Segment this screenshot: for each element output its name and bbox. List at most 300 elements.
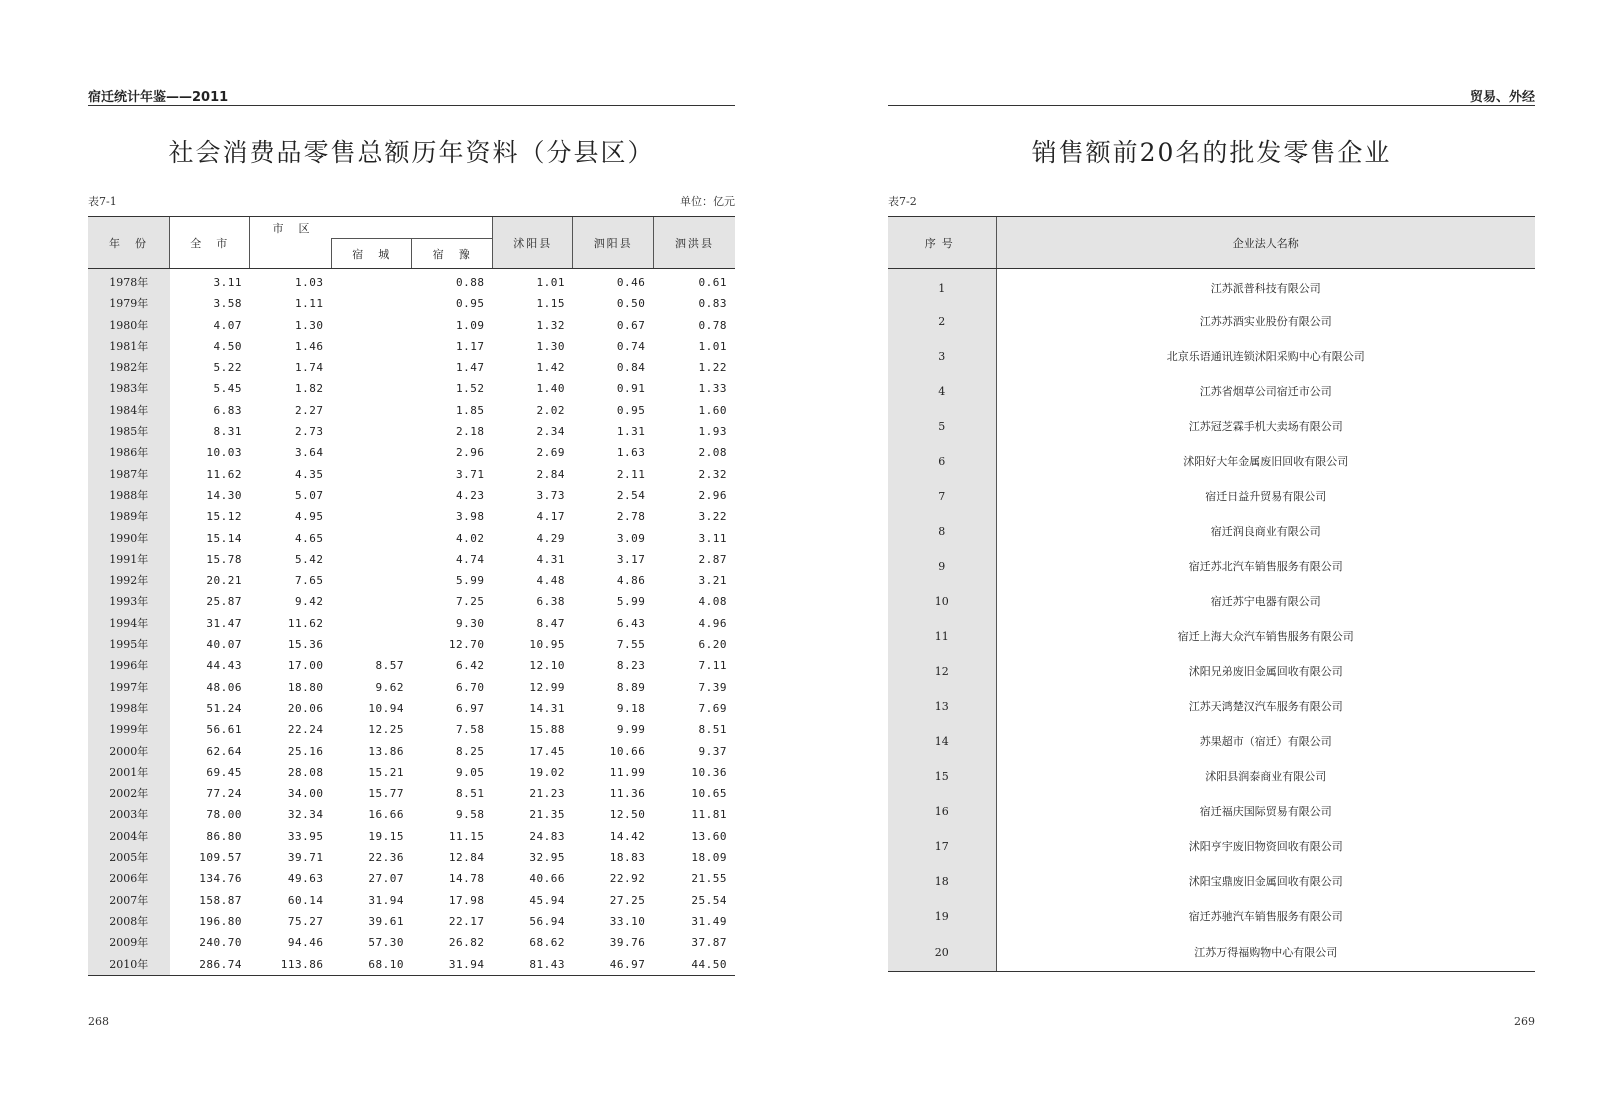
running-head-left: 宿迁统计年鉴——2011 xyxy=(88,86,735,106)
enterprise-name-cell: 北京乐语通讯连锁沭阳采购中心有限公司 xyxy=(996,339,1535,374)
sucheng-cell xyxy=(332,293,412,314)
urban-cell: 5.07 xyxy=(295,488,324,502)
table-meta-left xyxy=(88,193,735,209)
table-row xyxy=(888,444,1535,479)
siyang-cell: 0.67 xyxy=(616,318,646,332)
urban-cell: 75.27 xyxy=(287,914,324,928)
sihong-cell: 6.20 xyxy=(698,638,727,652)
total-cell: 31.47 xyxy=(206,616,242,630)
suyu-cell: 7.58 xyxy=(455,723,485,737)
suyu-cell: 1.09 xyxy=(455,318,485,332)
header-sucheng: 宿 城 xyxy=(332,239,412,269)
table-row xyxy=(88,762,735,783)
enterprise-name-cell: 江苏天鸿楚汉汽车服务有限公司 xyxy=(996,689,1535,724)
sihong-cell: 25.54 xyxy=(691,893,727,907)
seq-cell: 1 xyxy=(888,269,996,304)
urban-cell: 2.73 xyxy=(295,425,324,439)
shuyang-cell: 1.01 xyxy=(536,276,565,289)
year-cell: 1979年 xyxy=(88,293,170,314)
sucheng-cell xyxy=(332,336,412,357)
siyang-cell: 0.50 xyxy=(616,297,646,311)
suyu-cell: 1.47 xyxy=(455,361,485,375)
header-year: 年 份 xyxy=(88,217,170,269)
sucheng-cell: 31.94 xyxy=(368,893,404,907)
siyang-cell: 2.54 xyxy=(616,488,646,502)
seq-cell: 20 xyxy=(888,934,996,972)
siyang-cell: 7.55 xyxy=(616,638,646,652)
siyang-cell: 22.92 xyxy=(609,872,646,886)
sihong-cell: 21.55 xyxy=(691,872,727,886)
sihong-cell: 7.39 xyxy=(698,680,727,694)
table-row xyxy=(88,868,735,889)
table-row xyxy=(88,613,735,634)
total-cell: 86.80 xyxy=(206,829,242,843)
shuyang-cell: 21.23 xyxy=(529,787,565,801)
year-cell: 1992年 xyxy=(88,570,170,591)
table-row xyxy=(88,634,735,655)
enterprise-name-cell: 苏果超市（宿迁）有限公司 xyxy=(996,724,1535,759)
table-row xyxy=(88,954,735,976)
sihong-cell: 1.33 xyxy=(698,382,727,396)
urban-cell: 5.42 xyxy=(295,552,324,566)
suyu-cell: 1.17 xyxy=(455,339,485,353)
urban-cell: 28.08 xyxy=(287,765,324,779)
shuyang-cell: 14.31 xyxy=(529,701,565,715)
urban-cell: 4.95 xyxy=(295,510,324,524)
urban-cell: 1.46 xyxy=(295,339,324,353)
total-cell: 62.64 xyxy=(206,744,242,758)
sihong-cell: 13.60 xyxy=(691,829,727,843)
total-cell: 44.43 xyxy=(206,659,242,673)
table-row xyxy=(888,759,1535,794)
siyang-cell: 11.99 xyxy=(609,765,646,779)
sucheng-cell xyxy=(332,269,412,294)
total-cell: 3.11 xyxy=(213,276,242,289)
total-cell: 78.00 xyxy=(206,808,242,822)
running-head-right: 贸易、外经 xyxy=(888,86,1535,106)
unit-label: 单位：亿元 xyxy=(680,195,735,208)
total-cell: 15.78 xyxy=(206,552,242,566)
urban-cell: 3.64 xyxy=(295,446,324,460)
year-cell: 2005年 xyxy=(88,847,170,868)
total-cell: 10.03 xyxy=(206,446,242,460)
total-cell: 14.30 xyxy=(206,488,242,502)
table-row xyxy=(888,794,1535,829)
sucheng-cell xyxy=(332,570,412,591)
urban-cell: 17.00 xyxy=(287,659,324,673)
retail-sales-table-body xyxy=(88,269,735,976)
seq-cell: 13 xyxy=(888,689,996,724)
sucheng-cell: 15.21 xyxy=(368,765,404,779)
sihong-cell: 7.69 xyxy=(698,701,727,715)
shuyang-cell: 24.83 xyxy=(529,829,565,843)
suyu-cell: 1.85 xyxy=(455,403,485,417)
year-cell: 1982年 xyxy=(88,357,170,378)
seq-cell: 11 xyxy=(888,619,996,654)
suyu-cell: 9.30 xyxy=(455,616,485,630)
shuyang-cell: 21.35 xyxy=(529,808,565,822)
seq-cell: 8 xyxy=(888,514,996,549)
sihong-cell: 3.21 xyxy=(698,574,727,588)
year-cell: 2001年 xyxy=(88,762,170,783)
siyang-cell: 39.76 xyxy=(609,936,646,950)
sucheng-cell: 57.30 xyxy=(368,936,404,950)
table-row xyxy=(88,826,735,847)
enterprise-name-cell: 沭阳亨宇废旧物资回收有限公司 xyxy=(996,829,1535,864)
year-cell: 1988年 xyxy=(88,485,170,506)
header-urban: 市 区 xyxy=(250,217,493,239)
seq-cell: 17 xyxy=(888,829,996,864)
siyang-cell: 14.42 xyxy=(609,829,646,843)
shuyang-cell: 4.48 xyxy=(536,574,565,588)
shuyang-cell: 1.30 xyxy=(536,339,565,353)
year-cell: 1996年 xyxy=(88,655,170,676)
urban-cell: 1.03 xyxy=(295,276,324,289)
total-cell: 56.61 xyxy=(206,723,242,737)
suyu-cell: 2.18 xyxy=(455,425,485,439)
siyang-cell: 9.99 xyxy=(616,723,646,737)
suyu-cell: 4.23 xyxy=(455,488,485,502)
siyang-cell: 1.31 xyxy=(616,425,646,439)
enterprise-name-cell: 宿迁上海大众汽车销售服务有限公司 xyxy=(996,619,1535,654)
sucheng-cell: 22.36 xyxy=(368,851,404,865)
page-title-left: 社会消费品零售总额历年资料（分县区） xyxy=(168,138,655,167)
total-cell: 51.24 xyxy=(206,701,242,715)
sihong-cell: 1.01 xyxy=(698,339,727,353)
suyu-cell: 22.17 xyxy=(448,914,485,928)
table-row xyxy=(88,911,735,932)
siyang-cell: 0.46 xyxy=(616,276,646,289)
table-row xyxy=(88,804,735,825)
siyang-cell: 2.78 xyxy=(616,510,646,524)
sucheng-cell xyxy=(332,506,412,527)
table-row xyxy=(888,479,1535,514)
table-row xyxy=(888,304,1535,339)
table-row xyxy=(888,829,1535,864)
sihong-cell: 2.96 xyxy=(698,488,727,502)
urban-cell: 39.71 xyxy=(287,851,324,865)
suyu-cell: 0.88 xyxy=(455,276,485,289)
sihong-cell: 0.78 xyxy=(698,318,727,332)
urban-cell: 7.65 xyxy=(295,574,324,588)
table-row xyxy=(88,719,735,740)
shuyang-cell: 1.40 xyxy=(536,382,565,396)
table-row xyxy=(888,269,1535,304)
sihong-cell: 18.09 xyxy=(691,851,727,865)
top20-enterprises-table xyxy=(888,216,1535,972)
siyang-cell: 3.17 xyxy=(616,552,646,566)
sihong-cell: 1.93 xyxy=(698,425,727,439)
table-row xyxy=(88,549,735,570)
seq-cell: 14 xyxy=(888,724,996,759)
year-cell: 1997年 xyxy=(88,677,170,698)
table-row xyxy=(88,485,735,506)
siyang-cell: 8.89 xyxy=(616,680,646,694)
shuyang-cell: 2.69 xyxy=(536,446,565,460)
year-cell: 1999年 xyxy=(88,719,170,740)
siyang-cell: 27.25 xyxy=(609,893,646,907)
table-row xyxy=(88,464,735,485)
sihong-cell: 0.61 xyxy=(698,276,727,289)
year-cell: 2006年 xyxy=(88,868,170,889)
sihong-cell: 8.51 xyxy=(698,723,727,737)
year-cell: 2008年 xyxy=(88,911,170,932)
year-cell: 1989年 xyxy=(88,506,170,527)
table-row xyxy=(888,724,1535,759)
siyang-cell: 4.86 xyxy=(616,574,646,588)
shuyang-cell: 19.02 xyxy=(529,765,565,779)
table-row xyxy=(88,293,735,314)
shuyang-cell: 1.32 xyxy=(536,318,565,332)
urban-cell: 22.24 xyxy=(287,723,324,737)
retail-sales-table xyxy=(88,216,735,976)
suyu-cell: 11.15 xyxy=(448,829,485,843)
seq-cell: 9 xyxy=(888,549,996,584)
year-cell: 1981年 xyxy=(88,336,170,357)
suyu-cell: 31.94 xyxy=(412,954,493,976)
table-number-left: 表7-1 xyxy=(88,195,117,208)
year-cell: 1980年 xyxy=(88,315,170,336)
urban-cell: 1.74 xyxy=(295,361,324,375)
table-row xyxy=(888,514,1535,549)
table-row xyxy=(888,899,1535,934)
total-cell: 8.31 xyxy=(213,425,242,439)
sihong-cell: 2.08 xyxy=(698,446,727,460)
siyang-cell: 0.91 xyxy=(616,382,646,396)
sihong-cell: 0.83 xyxy=(698,297,727,311)
siyang-cell: 8.23 xyxy=(616,659,646,673)
shuyang-cell: 81.43 xyxy=(492,954,572,976)
table-row xyxy=(88,506,735,527)
siyang-cell: 3.09 xyxy=(616,531,646,545)
total-cell: 20.21 xyxy=(206,574,242,588)
siyang-cell: 33.10 xyxy=(609,914,646,928)
table-row xyxy=(88,698,735,719)
siyang-cell: 0.74 xyxy=(616,339,646,353)
seq-cell: 18 xyxy=(888,864,996,899)
enterprise-name-cell: 江苏冠芝霖手机大卖场有限公司 xyxy=(996,409,1535,444)
enterprise-name-cell: 沭阳宝鼎废旧金属回收有限公司 xyxy=(996,864,1535,899)
siyang-cell: 2.11 xyxy=(616,467,646,481)
shuyang-cell: 17.45 xyxy=(529,744,565,758)
shuyang-cell: 68.62 xyxy=(529,936,565,950)
suyu-cell: 9.58 xyxy=(455,808,485,822)
enterprise-name-cell: 宿迁苏驰汽车销售服务有限公司 xyxy=(996,899,1535,934)
siyang-cell: 10.66 xyxy=(609,744,646,758)
urban-cell: 49.63 xyxy=(287,872,324,886)
shuyang-cell: 56.94 xyxy=(529,914,565,928)
sucheng-cell: 16.66 xyxy=(368,808,404,822)
sucheng-cell xyxy=(332,400,412,421)
suyu-cell: 4.02 xyxy=(455,531,485,545)
year-cell: 1995年 xyxy=(88,634,170,655)
year-cell: 2002年 xyxy=(88,783,170,804)
year-cell: 1983年 xyxy=(88,378,170,399)
enterprise-name-cell: 江苏万得福购物中心有限公司 xyxy=(996,934,1535,972)
table-row xyxy=(88,269,735,294)
year-cell: 1984年 xyxy=(88,400,170,421)
sucheng-cell: 19.15 xyxy=(368,829,404,843)
total-cell: 40.07 xyxy=(206,638,242,652)
urban-cell: 60.14 xyxy=(287,893,324,907)
table-row xyxy=(88,847,735,868)
sihong-cell: 4.96 xyxy=(698,616,727,630)
header-shuyang: 沭阳县 xyxy=(492,217,572,269)
shuyang-cell: 12.99 xyxy=(529,680,565,694)
shuyang-cell: 12.10 xyxy=(529,659,565,673)
seq-cell: 3 xyxy=(888,339,996,374)
seq-cell: 16 xyxy=(888,794,996,829)
suyu-cell: 12.70 xyxy=(448,638,485,652)
siyang-cell: 5.99 xyxy=(616,595,646,609)
year-cell: 2010年 xyxy=(88,954,170,976)
year-cell: 1993年 xyxy=(88,591,170,612)
shuyang-cell: 2.02 xyxy=(536,403,565,417)
sihong-cell: 10.65 xyxy=(691,787,727,801)
year-cell: 2009年 xyxy=(88,932,170,953)
suyu-cell: 9.05 xyxy=(455,765,485,779)
shuyang-cell: 4.29 xyxy=(536,531,565,545)
table-number-right: 表7-2 xyxy=(888,195,917,208)
sucheng-cell: 8.57 xyxy=(375,659,404,673)
sihong-cell: 3.11 xyxy=(698,531,727,545)
suyu-cell: 5.99 xyxy=(455,574,485,588)
page-number-left: 268 xyxy=(88,1015,109,1028)
table-row xyxy=(88,932,735,953)
suyu-cell: 6.70 xyxy=(455,680,485,694)
enterprise-name-cell: 宿迁苏北汽车销售服务有限公司 xyxy=(996,549,1535,584)
sihong-cell: 9.37 xyxy=(698,744,727,758)
siyang-cell: 9.18 xyxy=(616,701,646,715)
suyu-cell: 7.25 xyxy=(455,595,485,609)
total-cell: 6.83 xyxy=(213,403,242,417)
seq-cell: 2 xyxy=(888,304,996,339)
sucheng-cell: 13.86 xyxy=(368,744,404,758)
siyang-cell: 1.63 xyxy=(616,446,646,460)
total-cell: 240.70 xyxy=(199,936,242,950)
suyu-cell: 0.95 xyxy=(455,297,485,311)
seq-cell: 12 xyxy=(888,654,996,689)
total-cell: 286.74 xyxy=(170,954,250,976)
total-cell: 77.24 xyxy=(206,787,242,801)
sucheng-cell xyxy=(332,613,412,634)
suyu-cell: 3.98 xyxy=(455,510,485,524)
urban-cell: 1.82 xyxy=(295,382,324,396)
siyang-cell: 12.50 xyxy=(609,808,646,822)
shuyang-cell: 40.66 xyxy=(529,872,565,886)
table-row xyxy=(88,741,735,762)
table-row xyxy=(888,934,1535,972)
enterprise-name-cell: 宿迁福庆国际贸易有限公司 xyxy=(996,794,1535,829)
total-cell: 15.12 xyxy=(206,510,242,524)
shuyang-cell: 1.15 xyxy=(536,297,565,311)
sihong-cell: 10.36 xyxy=(691,765,727,779)
header-seq: 序号 xyxy=(888,217,996,269)
urban-cell: 4.65 xyxy=(295,531,324,545)
shuyang-cell: 32.95 xyxy=(529,851,565,865)
header-urban-sub-blank xyxy=(250,239,332,269)
siyang-cell: 0.95 xyxy=(616,403,646,417)
seq-cell: 19 xyxy=(888,899,996,934)
sucheng-cell xyxy=(332,464,412,485)
siyang-cell: 6.43 xyxy=(616,616,646,630)
total-cell: 196.80 xyxy=(199,914,242,928)
enterprise-name-cell: 宿迁润良商业有限公司 xyxy=(996,514,1535,549)
year-cell: 1985年 xyxy=(88,421,170,442)
table-row xyxy=(888,689,1535,724)
sihong-cell: 31.49 xyxy=(691,914,727,928)
table-row xyxy=(888,654,1535,689)
sucheng-cell xyxy=(332,378,412,399)
sihong-cell: 11.81 xyxy=(691,808,727,822)
enterprise-name-cell: 沭阳县润泰商业有限公司 xyxy=(996,759,1535,794)
siyang-cell: 18.83 xyxy=(609,851,646,865)
year-cell: 1987年 xyxy=(88,464,170,485)
sucheng-cell xyxy=(332,485,412,506)
shuyang-cell: 15.88 xyxy=(529,723,565,737)
year-cell: 1991年 xyxy=(88,549,170,570)
table-row xyxy=(88,442,735,463)
table-row xyxy=(88,655,735,676)
enterprise-name-cell: 江苏苏酒实业股份有限公司 xyxy=(996,304,1535,339)
year-cell: 1978年 xyxy=(88,269,170,294)
urban-cell: 33.95 xyxy=(287,829,324,843)
shuyang-cell: 45.94 xyxy=(529,893,565,907)
table-row xyxy=(88,315,735,336)
seq-cell: 10 xyxy=(888,584,996,619)
urban-cell: 4.35 xyxy=(295,467,324,481)
table-row xyxy=(88,421,735,442)
suyu-cell: 6.97 xyxy=(455,701,485,715)
table-row xyxy=(888,549,1535,584)
seq-cell: 6 xyxy=(888,444,996,479)
shuyang-cell: 8.47 xyxy=(536,616,565,630)
sucheng-cell xyxy=(332,315,412,336)
table-row xyxy=(88,677,735,698)
sucheng-cell: 10.94 xyxy=(368,701,404,715)
page-number-right: 269 xyxy=(1514,1015,1535,1028)
sihong-cell: 3.22 xyxy=(698,510,727,524)
year-cell: 1998年 xyxy=(88,698,170,719)
total-cell: 3.58 xyxy=(213,297,242,311)
siyang-cell: 11.36 xyxy=(609,787,646,801)
table-row xyxy=(88,890,735,911)
sucheng-cell xyxy=(332,528,412,549)
table-row xyxy=(88,400,735,421)
header-sihong: 泗洪县 xyxy=(653,217,735,269)
suyu-cell: 12.84 xyxy=(448,851,485,865)
shuyang-cell: 2.34 xyxy=(536,425,565,439)
urban-cell: 2.27 xyxy=(295,403,324,417)
year-cell: 1994年 xyxy=(88,613,170,634)
total-cell: 109.57 xyxy=(199,851,242,865)
table-row xyxy=(88,783,735,804)
total-cell: 15.14 xyxy=(206,531,242,545)
suyu-cell: 8.25 xyxy=(455,744,485,758)
table-row xyxy=(888,409,1535,444)
year-cell: 2000年 xyxy=(88,741,170,762)
sihong-cell: 2.32 xyxy=(698,467,727,481)
table-row xyxy=(88,570,735,591)
top20-enterprises-table-body xyxy=(888,269,1535,972)
sucheng-cell: 15.77 xyxy=(368,787,404,801)
enterprise-name-cell: 宿迁苏宁电器有限公司 xyxy=(996,584,1535,619)
urban-cell: 94.46 xyxy=(287,936,324,950)
urban-cell: 25.16 xyxy=(287,744,324,758)
total-cell: 134.76 xyxy=(199,872,242,886)
table-row xyxy=(888,374,1535,409)
sucheng-cell: 27.07 xyxy=(368,872,404,886)
